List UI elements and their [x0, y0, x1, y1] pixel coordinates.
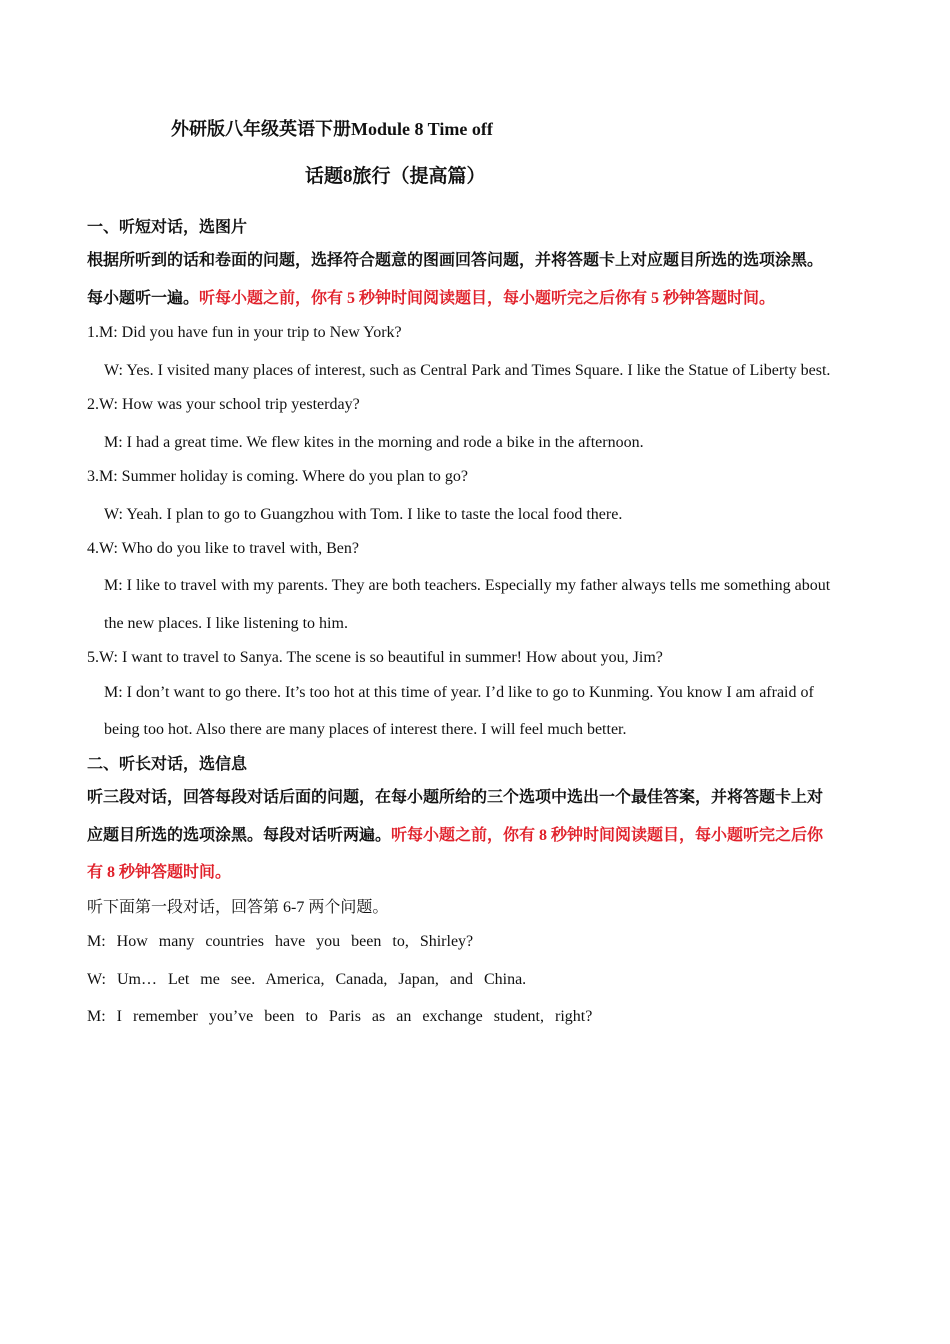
section2-intro: 听下面第一段对话，回答第 6-7 两个问题。 — [87, 899, 389, 916]
answer-5-line1: M: I don’t want to go there. It’s too hot at this time of year. I’d like to go to Kunming. You know I am afraid of — [104, 684, 814, 701]
answer-4-line1: M: I like to travel with my parents. They are both teachers. Especially my father always tells me something about — [104, 577, 831, 594]
section1-instruction-red: 听每小题之前，你有 5 秒钟时间阅读题目，每小题听完之后你有 5 秒钟答题时间。 — [199, 290, 776, 307]
section1-instruction-line2 — [87, 289, 775, 309]
dialogue-line-3: M: I remember you’ve been to Paris as an exchange student, right? — [87, 1008, 593, 1025]
question-4: 4.W: Who do you like to travel with, Ben? — [87, 540, 359, 557]
answer-5-line2: being too hot. Also there are many places of interest there. I will feel much better. — [104, 721, 627, 738]
answer-3: W: Yeah. I plan to go to Guangzhou with Tom. I like to taste the local food there. — [104, 506, 623, 523]
section1-instruction-part2: 每小题听一遍。 — [87, 290, 200, 307]
dialogue-line-2: W: Um… Let me see. America, Canada, Japan, and China. — [87, 971, 527, 988]
document-title: 外研版八年级英语下册Module 8 Time off — [171, 119, 493, 139]
section2-heading: 二、听长对话，选信息 — [87, 756, 248, 773]
answer-4-line2: the new places. I like listening to him. — [104, 615, 348, 632]
section2-instruction-line1: 听三段对话，回答每段对话后面的问题，在每小题所给的三个选项中选出一个最佳答案，并将答题卡上对 — [87, 789, 824, 806]
question-2: 2.W: How was your school trip yesterday? — [87, 396, 360, 413]
answer-2: M: I had a great time. We flew kites in the morning and rode a bike in the afternoon. — [104, 434, 644, 451]
section2-instruction-red-line3: 有 8 秒钟答题时间。 — [87, 864, 232, 881]
dialogue-line-1: M: How many countries have you been to, Shirley? — [87, 933, 474, 950]
section2-instruction-part2: 应题目所选的选项涂黑。每段对话听两遍。 — [87, 827, 392, 844]
document-subtitle: 话题8旅行（提高篇） — [305, 166, 486, 187]
question-3: 3.M: Summer holiday is coming. Where do you plan to go? — [87, 468, 468, 485]
question-5: 5.W: I want to travel to Sanya. The scene is so beautiful in summer! How about you, Jim? — [87, 649, 663, 666]
section2-instruction-line2 — [87, 826, 823, 846]
answer-1: W: Yes. I visited many places of interest, such as Central Park and Times Square. I like the Statue of Liberty best. — [104, 362, 831, 379]
question-1: 1.M: Did you have fun in your trip to New York? — [87, 324, 402, 341]
section1-heading: 一、听短对话，选图片 — [87, 219, 248, 236]
section1-instruction: 根据所听到的话和卷面的问题，选择符合题意的图画回答问题，并将答题卡上对应题目所选的选项涂黑。 — [87, 252, 824, 269]
section2-instruction-red: 听每小题之前，你有 8 秒钟时间阅读题目，每小题听完之后你 — [391, 827, 824, 844]
